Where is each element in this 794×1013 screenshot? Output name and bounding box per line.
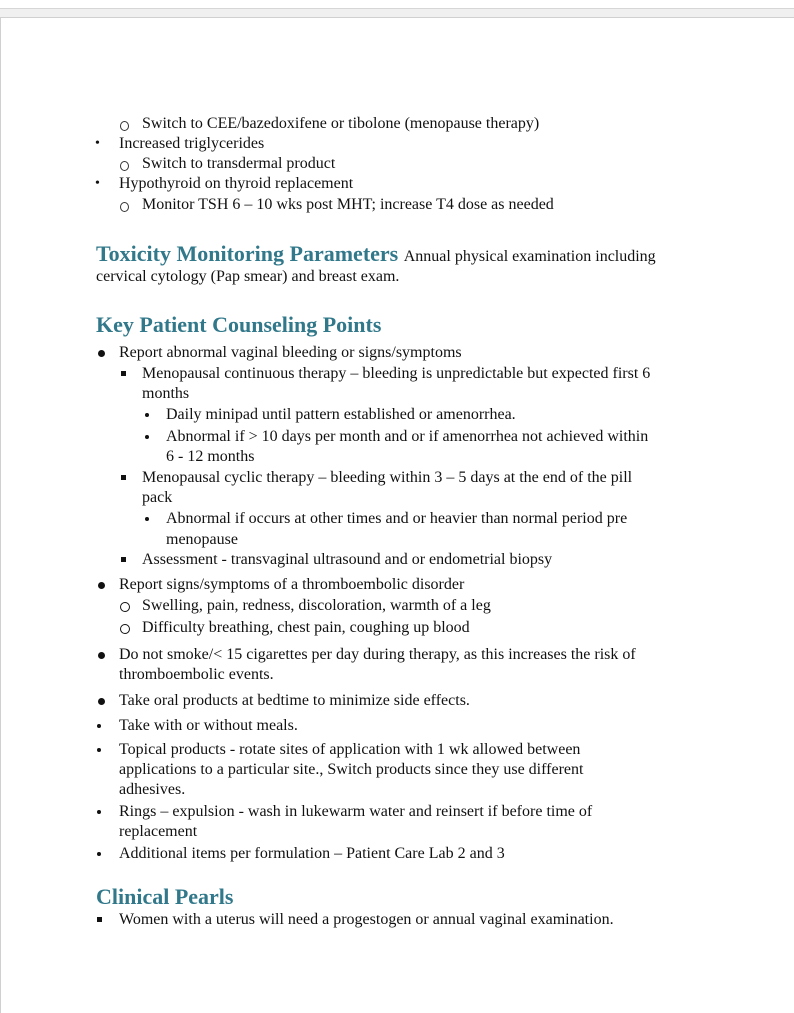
list-item-continued: thromboembolic events. (119, 666, 274, 683)
list-item-continued: applications to a particular site., Switch products since they use different (119, 761, 584, 778)
page-gap (0, 9, 794, 18)
list-item-continued: months (142, 385, 190, 402)
list-item: Do not smoke/< 15 cigarettes per day during therapy, as this increases the risk of (119, 646, 636, 663)
list-item-continued: 6 - 12 months (166, 448, 255, 465)
bullet-icon (98, 582, 105, 589)
list-item: Report signs/symptoms of a thromboembolic disorder (119, 576, 465, 593)
bullet-icon (145, 435, 149, 439)
list-item: Switch to CEE/bazedoxifene or tibolone (menopause therapy) (142, 115, 540, 132)
bullet-icon (98, 652, 105, 659)
list-item: Hypothyroid on thyroid replacement (119, 175, 354, 192)
list-item-continued: pack (142, 489, 173, 506)
list-item: Additional items per formulation – Patient Care Lab 2 and 3 (119, 845, 505, 862)
square-bullet-icon (121, 557, 126, 562)
list-item: Report abnormal vaginal bleeding or signs/symptoms (119, 344, 462, 361)
paragraph-line: Annual physical examination including (403, 248, 656, 265)
list-item: Monitor TSH 6 – 10 wks post MHT; increase T4 dose as needed (142, 196, 554, 213)
list-item: Assessment - transvaginal ultrasound and or endometrial biopsy (142, 551, 553, 568)
list-item: Abnormal if occurs at other times and or heavier than normal period pre (166, 510, 628, 527)
list-item: Difficulty breathing, chest pain, coughing up blood (142, 619, 470, 636)
section-heading: Toxicity Monitoring Parameters (96, 241, 399, 266)
list-item-continued: replacement (119, 823, 198, 840)
square-bullet-icon (121, 371, 126, 376)
hollow-bullet-icon (120, 161, 129, 171)
bullet-icon (98, 350, 105, 357)
list-item: Switch to transdermal product (142, 155, 336, 172)
paragraph-line: cervical cytology (Pap smear) and breast exam. (96, 268, 400, 285)
bullet-icon (145, 517, 149, 521)
bullet-icon (145, 413, 149, 417)
list-item-continued: adhesives. (119, 781, 186, 798)
toxicity-section (96, 241, 656, 270)
bullet-icon (97, 748, 101, 752)
list-item: Rings – expulsion - wash in lukewarm water and reinsert if before time of (119, 803, 593, 820)
section-heading: Clinical Pearls (96, 884, 234, 909)
bullet-icon (97, 810, 101, 814)
window-top-bar (0, 0, 794, 9)
square-bullet-icon (121, 475, 126, 480)
bullet-icon (97, 852, 101, 856)
hollow-bullet-icon (120, 624, 130, 634)
list-item-continued: menopause (166, 531, 238, 548)
list-item: Women with a uterus will need a progestogen or annual vaginal examination. (119, 911, 614, 928)
section-heading: Key Patient Counseling Points (96, 312, 382, 337)
bullet-icon (98, 698, 105, 705)
hollow-bullet-icon (120, 602, 130, 612)
list-item: Swelling, pain, redness, discoloration, warmth of a leg (142, 597, 491, 614)
list-item: Increased triglycerides (119, 135, 265, 152)
list-item: Topical products - rotate sites of application with 1 wk allowed between (119, 741, 581, 758)
list-item: Take with or without meals. (119, 717, 298, 734)
list-item: Abnormal if > 10 days per month and or if amenorrhea not achieved within (166, 428, 649, 445)
bullet-icon (97, 724, 101, 728)
square-bullet-icon (97, 917, 102, 922)
list-item: Menopausal continuous therapy – bleeding is unpredictable but expected first 6 (142, 365, 651, 382)
hollow-bullet-icon (120, 121, 129, 131)
hollow-bullet-icon (120, 202, 129, 212)
list-item: Menopausal cyclic therapy – bleeding within 3 – 5 days at the end of the pill (142, 469, 633, 486)
bullet-icon: • (95, 176, 100, 191)
bullet-icon: • (95, 136, 100, 151)
list-item: Daily minipad until pattern established or amenorrhea. (166, 406, 516, 423)
list-item: Take oral products at bedtime to minimize side effects. (119, 692, 470, 709)
